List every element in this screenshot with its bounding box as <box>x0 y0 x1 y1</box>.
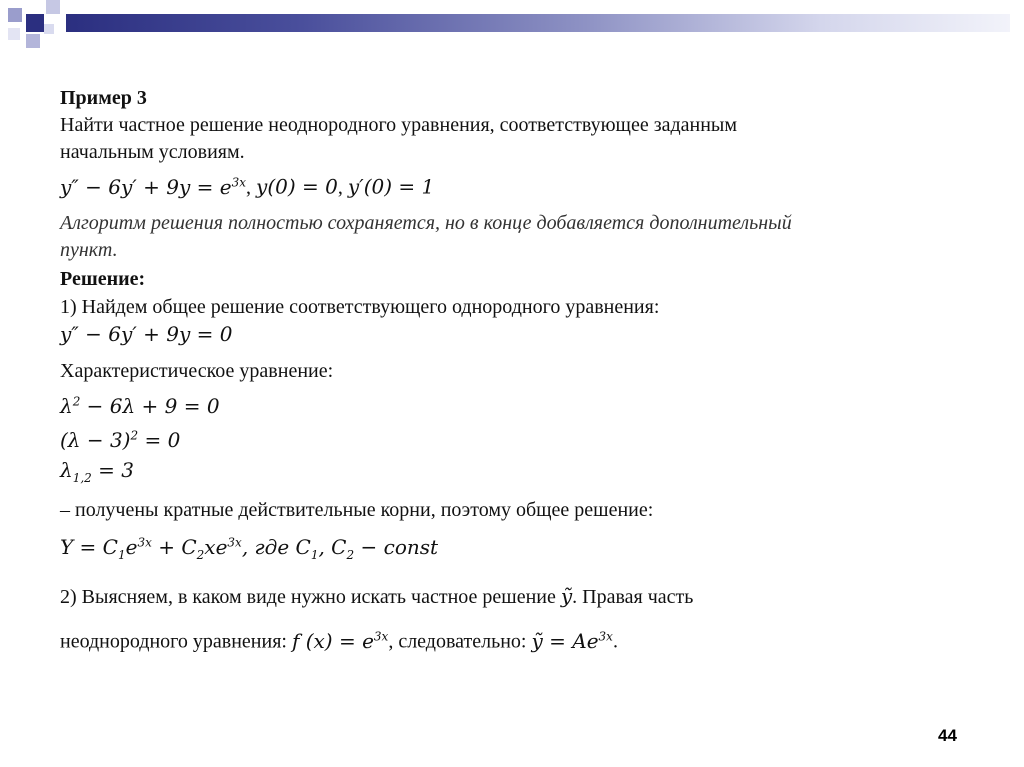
step2-line1: 2) Выясняем, в каком виде нужно искать частное решение ỹ. Правая часть <box>60 584 694 608</box>
solution-heading: Решение: <box>60 268 146 290</box>
decor-square <box>46 0 60 14</box>
task-text-line1: Найти частное решение неоднородного уравнения, соответствующее заданным <box>60 114 738 136</box>
characteristic-equation-2: $(\lambda - 3)^2 = 0$ <box>60 427 181 452</box>
decor-square <box>26 14 44 32</box>
slide-title: Пример 3 <box>60 87 147 109</box>
decor-square <box>8 8 22 22</box>
roots-description: – получены кратные действительные корни, поэтому общее решение: <box>60 499 654 521</box>
task-text-line2: начальным условиям. <box>60 141 245 163</box>
initial-condition-1: y(0) = 0 <box>256 174 338 199</box>
decor-square <box>44 24 54 34</box>
characteristic-equation-1: $\lambda^2 - 6\lambda + 9 = 0$ <box>60 393 220 418</box>
page-number: 44 <box>938 726 957 745</box>
decor-square <box>8 28 20 40</box>
characteristic-heading: Характеристическое уравнение: <box>60 360 334 382</box>
main-equation: $y'' - 6y' + 9y = e^{3x}$ <box>60 174 247 199</box>
decor-square <box>26 34 40 48</box>
partial-solution-form: ỹ = $Ae^{3x}$ <box>531 628 613 653</box>
step2-line2: неоднородного уравнения: f $(x) = e^{3x}$, следовательно: ỹ = $Ae^{3x}$. <box>60 628 618 653</box>
initial-condition-2: y′(0) = 1 <box>347 174 435 199</box>
note-line1: Алгоритм решения полностью сохраняется, но в конце добавляется дополнительный <box>60 212 792 234</box>
general-solution: $Y = C_1e^{3x} + C_2xe^{3x}$, где $C_1$, $C_2$ − const <box>60 534 439 562</box>
rhs-function: f $(x) = e^{3x}$ <box>291 628 389 653</box>
step1-text: 1) Найдем общее решение соответствующего однородного уравнения: <box>60 296 660 318</box>
homogeneous-equation: y″ − 6y′ + 9y = 0 <box>60 322 233 346</box>
note-line2: пункт. <box>60 239 118 261</box>
roots-equation: $\lambda_{1,2} = 3$ <box>60 458 134 485</box>
header-gradient-bar <box>66 14 1010 32</box>
main-equation-row: $y'' - 6y' + 9y = e^{3x}$, y(0) = 0, y′(0) = 1 <box>60 174 435 199</box>
y-tilde-symbol: ỹ <box>560 584 573 608</box>
